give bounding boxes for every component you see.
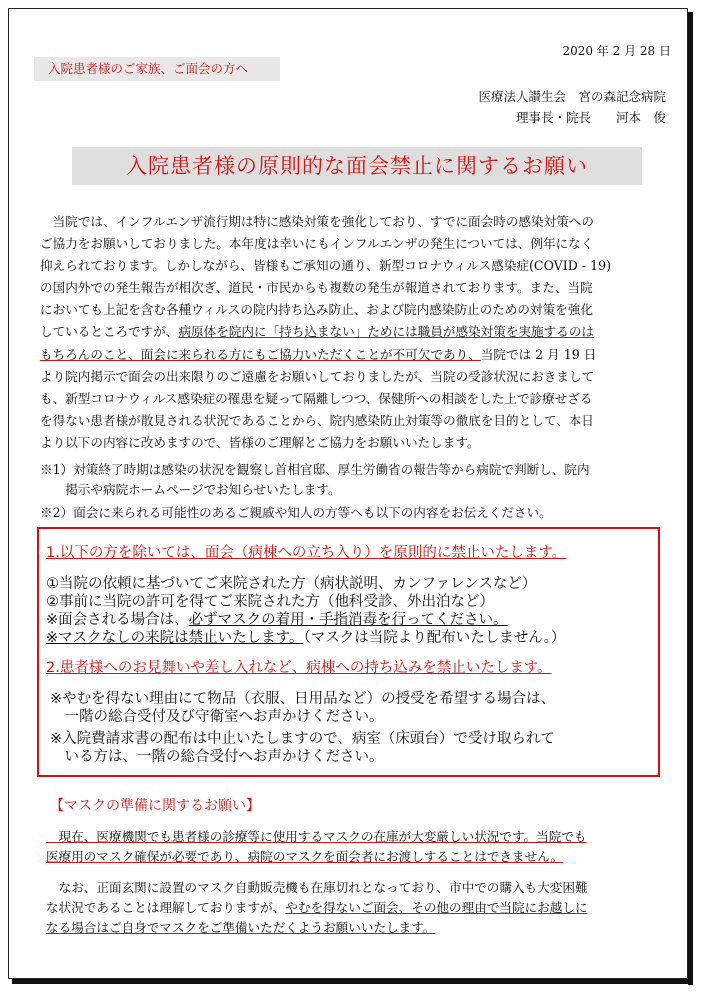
intro-line: においても上記を含む各種ウィルスの院内持ち込み防止、および院内感染防止のための対策を強化 [40,302,593,318]
item-exchange-note-cont: 一階の総合受付及び守衛室へお声かけください。 [50,709,384,725]
recipient-label: 入院患者様のご家族、ご面会の方へ [34,57,280,81]
item-exchange-note: ※やむを得ない理由にて物品（衣服、日用品など）の授受を希望する場合は、 [50,691,556,707]
page-title: 入院患者様の原則的な面会禁止に関するお願い [72,147,642,185]
no-mask-note: ※マスクなしの来院は禁止いたします。（マスクは当院より配布いたしません。） [46,630,566,646]
intro-line: 抑えられております。しかしながら、皆様もご承知の通り、新型コロナウィルス感染症(COVID - 19) [40,258,612,274]
intro-line: 当院では、インフルエンザ流行期は特に感染対策を強化しており、すでに面会時の感染対策への [40,214,594,229]
intro-line: より以下の内容に改めますので、皆様のご理解とご協力をお願いいたします。 [40,434,480,450]
intro-line: も、新型コロナウィルス感染症の罹患を疑って隔離しつつ、保健所への相談をした上で診療せざる [40,390,593,406]
invoice-note-cont: いる方は、一階の総合受付へお声かけください。 [50,749,384,765]
intro-line: もちろんのこと、面会に来られる方にもご協力いただくことが不可欠であり、当院では 2 月 19 日 [40,346,597,362]
intro-paragraph [40,211,668,454]
intro-line: を得ない患者様が散見される状況であることから、院内感染防止対策等の徹底を目的として、本日 [40,412,594,428]
note-1: ※1）対策終了時期は感染の状況を観察し首相官邸、厚生労働省の報告等から病院で判断し、院内 掲示や病院ホームページでお知らせいたします。 [40,462,590,497]
restriction-heading-2: 2.患者様へのお見舞いや差し入れなど、病棟への持ち込みを禁止いたします。 [46,660,552,676]
director-name: 理事長・院長 河本 俊 [515,110,666,125]
page-shadow-right [688,12,693,985]
restriction-heading-1: 1.以下の方を除いては、面会（病棟への立ち入り）を原則的に禁止いたします。 [46,545,567,561]
mask-requirement-note: ※面会される場合は、必ずマスクの着用・手指消毒を行ってください。 [46,612,508,628]
intro-line: ご協力をお願いしておりました。本年度は幸いにもインフルエンザの発生については、例年になく [40,236,594,252]
document-date: 2020 年 2 月 28 日 [562,44,671,58]
mask-paragraph-2: なお、正面玄関に設置のマスク自動販売機も在庫切れとなっており、市中での購入も大変困難 な状況であることは理解しておりますが、やむを得ないご面会、その他の理由で当院にお越しに なる場合はご自身でマスクをご準備いただくようお願いいたします。 [46,880,588,935]
intro-line: しているところですが、病原体を院内に「持ち込まない」ためには職員が感染対策を実施するのは [40,324,594,340]
intro-line: の国内外での発生報告が相次ぎ、道民・市民からも複数の発生が報道されております。また、当院 [40,280,593,296]
mask-section-heading: 【マスクの準備に関するお願い】 [50,798,260,814]
allowed-item-2: ②事前に当院の許可を得てご来院された方（他科受診、外出泊など） [46,594,494,610]
page-shadow-bottom [12,979,693,984]
invoice-note: ※入院費請求書の配布は中止いたしますので、病室（床頭台）で受け取られて [50,731,555,747]
organization-name: 医療法人讃生会 宮の森記念病院 [478,89,666,104]
note-2: ※2）面会に来られる可能性のあるご親戚や知人の方等へも以下の内容をお伝えください。 [40,505,552,520]
mask-paragraph-1: 現在、医療機関でも患者様の診療等に使用するマスクの在庫が大変厳しい状況です。当院でも 医療用のマスク確保が必要であり、病院のマスクを面会者にお渡しすることはできません。 [46,829,587,864]
intro-line: より院内掲示で面会の出来限りのご遠慮をお願いしておりましたが、当院の受診状況におきまして [40,368,595,384]
allowed-item-1: ①当院の依頼に基づいてご来院された方（病状説明、カンファレンスなど） [46,576,537,592]
